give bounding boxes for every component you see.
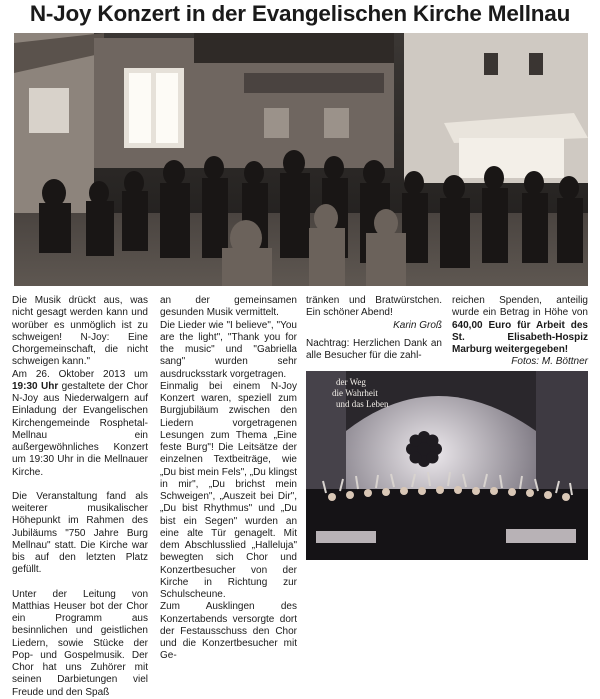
wall-inscription-1: der Weg (336, 377, 366, 387)
paragraph: Am 26. Oktober 2013 um 19:30 Uhr gestaltete der Chor N-Joy aus Niederwalgern auf Einladung der Evangelischen Kirchengemeinde Rosphetal-Mellnau ein außergewöhnliches Konzert um 19:30 Uhr in die Mellnauer Kirche. (12, 368, 149, 478)
article-column-1 (12, 295, 148, 699)
article-column-2 (160, 295, 297, 663)
headline: N-Joy Konzert in der Evangelischen Kirche Mellnau (29, 1, 571, 26)
paragraph: Unter der Leitung von Matthias Heuser bot der Chor ein Programm aus besinnlichen und geistlichen Liedern, sowie Stücke der Pop- und Gospelmusik. Der Chor hat uns Zuhörer mit seinen Darbietungen viel Freude und den Spaß (12, 588, 148, 698)
paragraph: Die Lieder wie "I believe", "You are the light", "Thank you for the music" und "Gabriella sang" wurden sehr ausdrucksstark vorgetragen. (160, 319, 297, 380)
choir-church-photo (306, 371, 588, 560)
paragraph: Nachtrag: Herzlichen Dank an alle Besucher für die zahl- (306, 337, 442, 361)
paragraph: an der gemeinsamen gesunden Musik vermittelt. (160, 295, 297, 319)
rosette-window (406, 431, 442, 467)
paragraph: Einmalig bei einem N-Joy Konzert waren, speziell zum Burgjubiläum zwischen den Liedern vorgetragenen Lesungen zum Thema „Eine feste Burg"! Die Leitsätze der einzelnen Textbeiträge, wie „Du bist mein Fels", „Du klingst in mir", „Du brichst mein Schweigen", „Auszeit bei Dir", „Du bist Rhythmus" und „Du bist ein Segen" wurden an eine alte Tür genagelt. Mit dem Abschlusslied „Halleluja" bewegten sich Chor und Konzertbesucher von der Kirche in Richtung zur Schulscheune. (160, 380, 297, 600)
article-column-3 (306, 295, 442, 362)
paragraph: Die Veranstaltung fand als weiterer musikalischer Höhepunkt im Rahmen des Jubiläums "750 Jahre Burg Mellnau" statt. Die Kirche war bis auf den letzten Platz gefüllt. (12, 490, 148, 576)
paragraph: Zum Ausklingen des Konzertabends versorgte dort der Festausschuss den Chor und die Konzertbesucher mit Ge- (160, 601, 297, 662)
wall-inscription-2: die Wahrheit (332, 388, 378, 398)
concert-outdoor-photo (14, 33, 588, 286)
paragraph: tränken und Bratwürstchen. Ein schöner Abend! (306, 295, 442, 319)
photo-credit: Fotos: M. Böttner (511, 356, 588, 368)
paragraph: reichen Spenden, anteilig wurde ein Betrag in Höhe von 640,00 Euro für Arbeit des St. Elisabeth-Hospiz Marburg weitergegeben! (452, 295, 588, 355)
paragraph: Die Musik drückt aus, was nicht gesagt werden kann und worüber es unmöglich ist zu schweigen! N-Joy: Eine Chorgemeinschaft, die nicht schweigen kann." (12, 295, 148, 368)
article-column-4 (452, 295, 588, 369)
wall-inscription-3: und das Leben (336, 399, 389, 409)
author-name: Karin Groß (393, 319, 442, 331)
